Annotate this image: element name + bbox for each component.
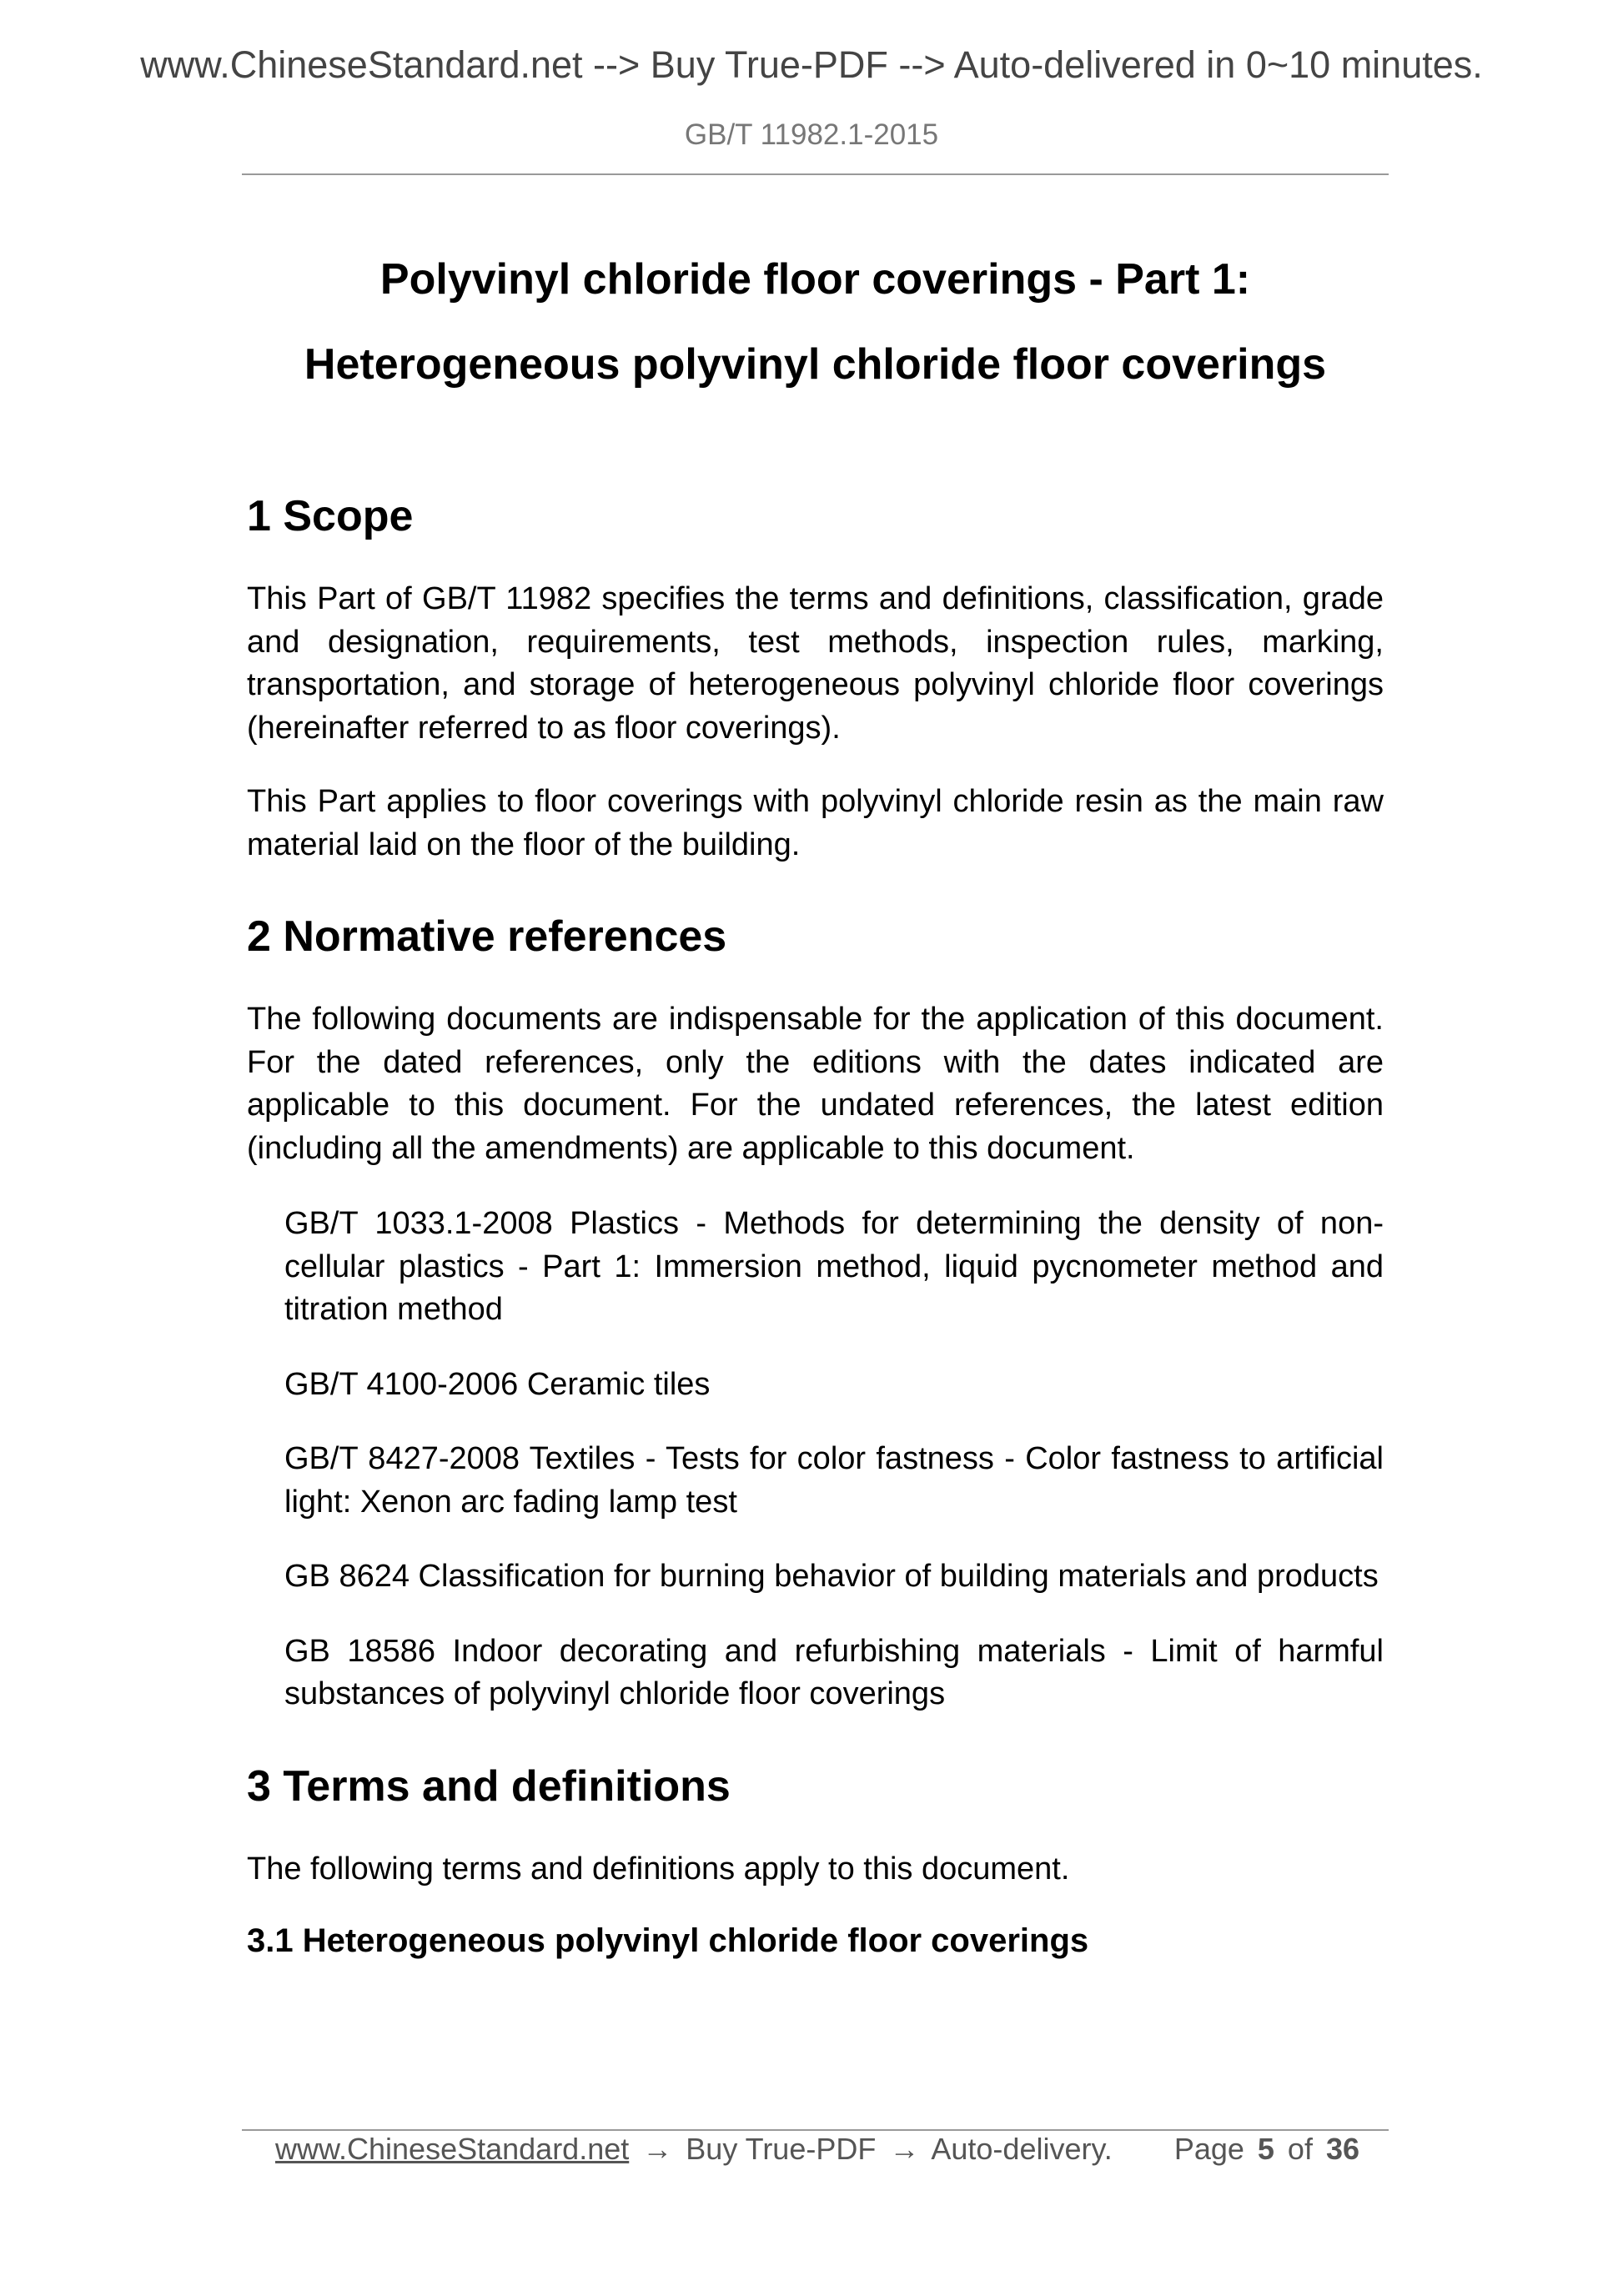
footer-site-link[interactable]: www.ChineseStandard.net	[275, 2132, 630, 2166]
standard-code: GB/T 11982.1-2015	[684, 118, 939, 151]
footer-divider	[242, 2129, 1389, 2131]
section-3-intro: The following terms and definitions apply to this document.	[247, 1851, 1070, 1887]
reference-item: GB/T 8427-2008 Textiles - Tests for color fastness - Color fastness to artificial light: Xenon arc fading lamp test	[284, 1441, 1384, 1520]
footer-buy-text: Buy True-PDF	[686, 2132, 877, 2166]
reference-item: GB 18586 Indoor decorating and refurbishing materials - Limit of harmful substances of polyvinyl chloride floor coverings	[284, 1633, 1384, 1711]
page-of-label: of	[1287, 2132, 1313, 2166]
section-3-heading: 3 Terms and definitions	[247, 1761, 731, 1811]
page-total: 36	[1325, 2132, 1359, 2166]
section-2-heading: 2 Normative references	[247, 912, 727, 961]
document-title	[197, 237, 1434, 407]
reference-item: GB/T 1033.1-2008 Plastics - Methods for determining the density of non-cellular plastics - Part 1: Immersion method, liquid pycnometer method and titration method	[284, 1206, 1384, 1327]
title-line-2: Heterogeneous polyvinyl chloride floor coverings	[304, 340, 1327, 389]
section-1-paragraph-2: This Part applies to floor coverings with polyvinyl chloride resin as the main raw material laid on the floor of the building.	[247, 784, 1384, 862]
section-2-intro: The following documents are indispensable for the application of this document. For the dated references, only the editions with the dates indicated are applicable to this document. For the undated references, the latest edition (including all the amendments) are applicable to this document.	[247, 1002, 1384, 1166]
header-divider	[242, 173, 1389, 175]
subsection-3-1-heading: 3.1 Heterogeneous polyvinyl chloride floor coverings	[247, 1922, 1089, 1959]
title-line-1: Polyvinyl chloride floor coverings - Part 1:	[379, 255, 1251, 304]
footer-delivery-text: Auto-delivery.	[931, 2132, 1113, 2166]
page-number	[1174, 2132, 1359, 2167]
reference-list	[247, 1203, 1384, 1716]
page-current: 5	[1257, 2132, 1274, 2166]
top-banner: www.ChineseStandard.net --> Buy True-PDF --> Auto-delivered in 0~10 minutes.	[140, 43, 1483, 86]
reference-item: GB 8624 Classification for burning behavior of building materials and products	[284, 1559, 1379, 1594]
document-body	[247, 237, 1384, 1960]
page-footer	[275, 2132, 1359, 2173]
section-1-paragraph-1: This Part of GB/T 11982 specifies the terms and definitions, classification, grade and designation, requirements, test methods, inspection rules, marking, transportation, and storage of heterogeneous polyvinyl chloride floor coverings (hereinafter referred to as floor coverings).	[247, 581, 1384, 746]
arrow-right-icon: →	[889, 2132, 920, 2166]
page-label: Page	[1173, 2132, 1244, 2166]
reference-item: GB/T 4100-2006 Ceramic tiles	[284, 1366, 711, 1402]
arrow-right-icon: →	[642, 2132, 673, 2166]
section-1-heading: 1 Scope	[247, 492, 414, 540]
